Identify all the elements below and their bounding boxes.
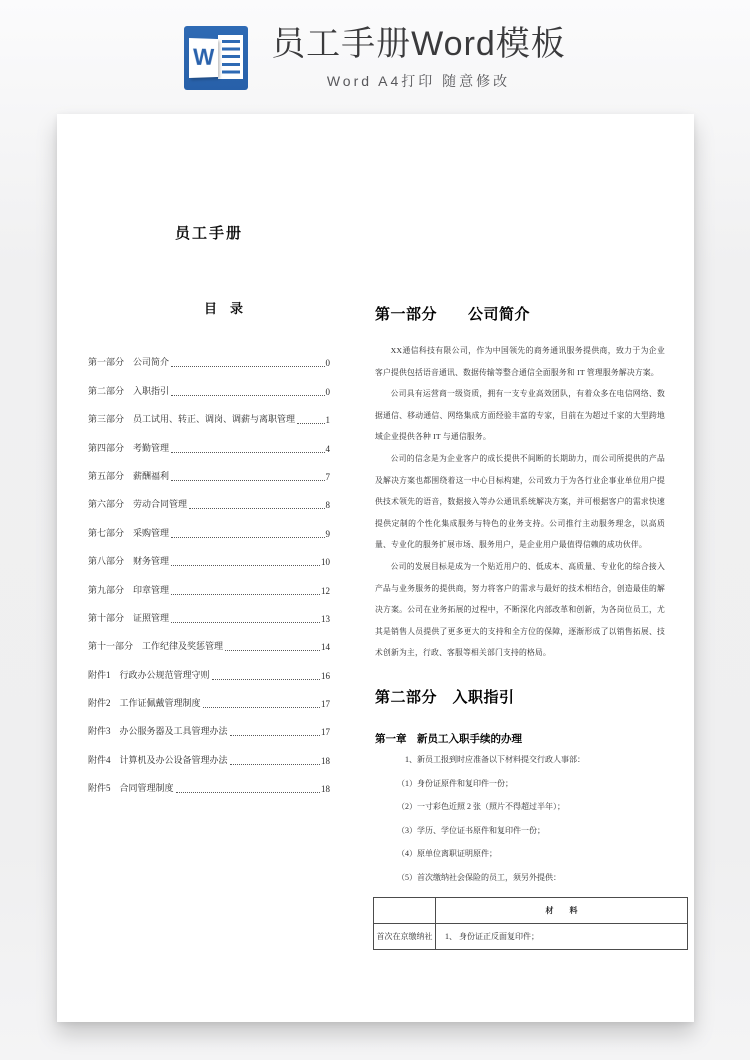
paragraph: 公司的信念是为企业客户的成长提供不间断的长期助力，而公司所提供的产品及解决方案也都围绕着这一中心目标构建，公司致力于为各行业企事业单位用户提供技术领先的语音，数据接入等办公通讯系统解决方案，并可根据客户的需求快速提供定制的个性化集成服务与特色的业务支持。公司推行主动服务理念，以高质量、专业化的服务扩展市场、服务用户，是企业用户最值得信赖的成功伙伴。 bbox=[375, 453, 665, 550]
toc-entry bbox=[88, 652, 330, 680]
toc-entry-label: 附件3 办公服务器及工具管理办法 bbox=[88, 726, 228, 737]
toc-entry-label: 附件2 工作证佩戴管理制度 bbox=[88, 698, 201, 709]
template-banner bbox=[0, 26, 750, 91]
paragraph: 公司具有运营商一级资质，拥有一支专业高效团队，有着众多在电信网络、数据通信、移动通信、网络集成方面经验丰富的专家，目前在为超过千家的大型跨地域企业提供各种 IT 与通信服务。 bbox=[375, 389, 665, 442]
table-header-materials: 材 料 bbox=[436, 898, 688, 924]
toc-page-number: 0 bbox=[325, 358, 330, 369]
toc-entry-label: 附件1 行政办公规范管理守则 bbox=[88, 669, 210, 680]
toc-dot-leader bbox=[171, 622, 320, 623]
paragraph: XX通信科技有限公司，作为中国领先的商务通讯服务提供商，致力于为企业客户提供包括语音通讯、数据传输等整合通信全面服务和 IT 管理服务解决方案。 bbox=[375, 346, 665, 377]
toc-page-number: 1 bbox=[325, 415, 330, 426]
company-intro-paragraphs bbox=[375, 340, 665, 664]
toc-page-number: 0 bbox=[325, 386, 330, 397]
toc-entry bbox=[88, 510, 330, 538]
toc-entry bbox=[88, 539, 330, 567]
toc-entry-label: 第三部分 员工试用、转正、调岗、调薪与离职管理 bbox=[88, 414, 296, 425]
toc-dot-leader bbox=[225, 650, 320, 651]
toc-entry-label: 第一部分 公司简介 bbox=[88, 357, 170, 368]
toc-entry bbox=[88, 368, 330, 396]
toc-dot-leader bbox=[203, 707, 320, 708]
toc-dot-leader bbox=[212, 679, 320, 680]
list-item: 1、新员工报到时应准备以下材料提交行政人事部： bbox=[405, 755, 585, 764]
toc-entry-label: 附件4 计算机及办公设备管理办法 bbox=[88, 754, 228, 765]
list-item: （1）身份证原件和复印件一份； bbox=[397, 778, 513, 788]
toc-entry bbox=[88, 454, 330, 482]
toc-page-number: 4 bbox=[325, 443, 330, 454]
toc-entry-label: 附件5 合同管理制度 bbox=[88, 783, 174, 794]
document-title: 员工手册 bbox=[174, 226, 243, 242]
toc-entry-label: 第七部分 采购管理 bbox=[88, 527, 170, 538]
toc-dot-leader bbox=[176, 792, 320, 793]
toc-entry bbox=[88, 596, 330, 624]
toc-entry-label: 第十一部分 工作纪律及奖惩管理 bbox=[88, 641, 224, 652]
toc-page-number: 18 bbox=[321, 755, 330, 766]
toc-entry-label: 第十部分 证照管理 bbox=[88, 612, 170, 623]
toc-dot-leader bbox=[171, 452, 324, 453]
toc-page-number: 16 bbox=[321, 670, 330, 681]
toc-page-number: 12 bbox=[321, 585, 330, 596]
toc-page-number: 13 bbox=[321, 613, 330, 624]
toc-dot-leader bbox=[297, 423, 324, 424]
toc-dot-leader bbox=[171, 480, 324, 481]
toc-heading: 目 录 bbox=[204, 301, 244, 316]
word-icon-text-lines bbox=[222, 40, 240, 74]
toc-entry bbox=[88, 425, 330, 453]
toc-dot-leader bbox=[171, 537, 324, 538]
toc-entry-label: 第四部分 考勤管理 bbox=[88, 442, 170, 453]
toc-entry-label: 第六部分 劳动合同管理 bbox=[88, 499, 188, 510]
toc-dot-leader bbox=[230, 764, 320, 765]
toc-dot-leader bbox=[230, 735, 320, 736]
toc-entry bbox=[88, 709, 330, 737]
word-icon-letter: W bbox=[193, 44, 215, 71]
toc-page-number: 10 bbox=[321, 557, 330, 568]
list-item: （5）首次缴纳社会保险的员工，须另外提供： bbox=[397, 872, 561, 882]
toc-entry bbox=[88, 681, 330, 709]
toc-entry bbox=[88, 737, 330, 765]
list-item: （2）一寸彩色近照 2 张（照片不得超过半年）； bbox=[397, 802, 565, 812]
toc-entry-label: 第二部分 入职指引 bbox=[88, 385, 170, 396]
toc-dot-leader bbox=[171, 395, 324, 396]
toc-page-number: 8 bbox=[325, 500, 330, 511]
materials-table bbox=[373, 897, 688, 950]
list-item: （4）原单位离职证明原件； bbox=[397, 849, 497, 859]
toc-entry bbox=[88, 624, 330, 652]
table-of-contents bbox=[88, 340, 330, 794]
table-row-value: 1、 身份证正反面复印件； bbox=[436, 924, 688, 950]
toc-entry-label: 第五部分 薪酬福利 bbox=[88, 470, 170, 481]
list-item: （3）学历、学位证书原件和复印件一份； bbox=[397, 825, 545, 835]
toc-entry-label: 第九部分 印章管理 bbox=[88, 584, 170, 595]
toc-page-number: 17 bbox=[321, 699, 330, 710]
toc-entry-label: 第八部分 财务管理 bbox=[88, 556, 170, 567]
template-title: 员工手册Word模板 bbox=[271, 25, 566, 63]
toc-page-number: 14 bbox=[321, 642, 330, 653]
toc-dot-leader bbox=[171, 565, 320, 566]
toc-entry bbox=[88, 567, 330, 595]
section-heading-part1: 第一部分 公司简介 bbox=[375, 307, 531, 323]
table-row-label: 首次在京缴纳社 bbox=[374, 924, 436, 950]
toc-page-number: 18 bbox=[321, 784, 330, 795]
toc-entry bbox=[88, 397, 330, 425]
table-corner-cell bbox=[374, 898, 436, 924]
section-heading-part2: 第二部分 入职指引 bbox=[375, 690, 515, 706]
onboarding-checklist bbox=[375, 748, 675, 890]
toc-page-number: 17 bbox=[321, 727, 330, 738]
toc-entry bbox=[88, 340, 330, 368]
banner-text bbox=[271, 26, 566, 91]
toc-entry bbox=[88, 766, 330, 794]
toc-dot-leader bbox=[171, 366, 324, 367]
paragraph: 公司的发展目标是成为一个贴近用户的、低成本、高质量、专业化的综合接入产品与业务服务的提供商，努力将客户的需求与最好的技术相结合，创造最佳的解决方案。公司在业务拓展的过程中，不断深化内部改革和创新，为各岗位员工，尤其是销售人员提供了更多更大的支持和全方位的保障，逐渐形成了以销售拓展、技术创新为主，行政、客服等相关部门支持的格局。 bbox=[375, 561, 665, 658]
chapter-heading: 第一章 新员工入职手续的办理 bbox=[375, 734, 522, 745]
word-icon-document bbox=[218, 35, 243, 79]
toc-page-number: 9 bbox=[325, 528, 330, 539]
toc-dot-leader bbox=[171, 594, 320, 595]
word-icon-w-panel bbox=[189, 38, 218, 78]
word-icon bbox=[184, 26, 248, 90]
document-page bbox=[57, 114, 694, 1022]
toc-dot-leader bbox=[189, 508, 324, 509]
toc-entry bbox=[88, 482, 330, 510]
toc-page-number: 7 bbox=[325, 471, 330, 482]
template-subtitle: Word A4打印 随意修改 bbox=[326, 73, 511, 90]
